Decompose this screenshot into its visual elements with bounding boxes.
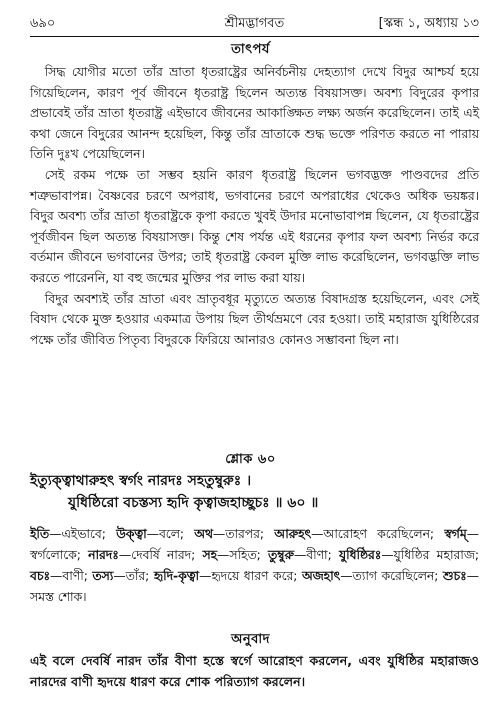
translation-heading: অনুবাদ <box>231 632 270 647</box>
synonym-meaning: —তারপর; <box>212 527 275 541</box>
purport-body <box>30 62 479 350</box>
verse-heading: শ্লোক ৬০ <box>225 452 276 467</box>
synonym-word: শুচঃ <box>442 569 467 583</box>
synonym-meaning: —দেবর্ষি নারদ; <box>118 548 203 562</box>
synonym-meaning: —আরোহণ করেছিলেন; <box>311 527 445 541</box>
synonym-word: অথ <box>194 527 213 541</box>
purport-paragraph: সেই রকম পক্ষে তা সম্ভব হয়নি কারণ ধৃতরাষ্ট্র ছিলেন ভগবদ্ভক্ত পাণ্ডবদের প্রতি শত্রুভাবাপন্ন। বৈষ্ণবের চরণে অপরাধ, ভগবানের চরণে অপরাধের থেকেও অধিক ভয়ঙ্কর। বিদুর অবশ্য তাঁর ভ্রাতা ধৃতরাষ্ট্রকে কৃপা করতে খুবই উদার মনোভাবাপন্ন ছিলেন, যে ধৃতরাষ্ট্রের পূর্বজীবন ছিল অত্যন্ত বিষয়াসক্ত। কিন্তু শেষ পর্যন্ত এই ধরনের কৃপার ফল অবশ্য নির্ভর করে বর্তমান জীবনে ভগবানের উপর; তাই ধৃতরাষ্ট্র কেবল মুক্তি লাভ করেছিলেন, ভগবদ্ভক্তি লাভ করতে পারেননি, যা বহু জন্মের মুক্তির পর লাভ করা যায়। <box>30 167 479 285</box>
synonym-word: আরুহৎ <box>274 527 312 541</box>
header-rule <box>30 36 479 37</box>
word-for-word-synonyms <box>30 524 479 608</box>
synonym-meaning: —সমস্ত শোক। <box>30 569 479 604</box>
synonym-word: তস্য <box>92 569 114 583</box>
page-number: ৬৯০ <box>30 16 56 31</box>
synonym-meaning: —হৃদয়ে ধারণ করে; <box>199 569 302 583</box>
synonym-meaning: —যুধিষ্ঠির মহারাজ; <box>381 548 479 562</box>
synonym-meaning: —ত্যাগ করেছিলেন; <box>340 569 443 583</box>
synonym-word: উক্ত্বা <box>116 527 147 541</box>
synonym-word: যুধিষ্ঠিরঃ <box>339 548 382 562</box>
synonym-word: তুম্বুরু <box>268 548 294 562</box>
verse-line-1: ইত্যুক্ত্বাথারুহৎ স্বর্গং নারদঃ সহতুম্বুরুঃ । <box>30 473 252 489</box>
synonym-word: বচঃ <box>30 569 51 583</box>
verse-line-2: যুধিষ্ঠিরো বচস্তস্য হৃদি কৃত্বাজহাচ্ছুচঃ ॥ ৬০ ॥ <box>68 495 319 511</box>
synonym-meaning: —বলে; <box>146 527 195 541</box>
synonym-meaning: —সহিত; <box>217 548 269 562</box>
translation-text: এই বলে দেবর্ষি নারদ তাঁর বীণা হস্তে স্বর্গে আরোহণ করলেন, এবং যুধিষ্ঠির মহারাজও নারদের বাণী হৃদয়ে ধারণ করে শোক পরিত্যাগ করলেন। <box>30 653 479 689</box>
synonym-word: স্বর্গম্ <box>444 527 467 541</box>
synonym-word: নারদঃ <box>88 548 119 562</box>
book-title: শ্রীমদ্ভাগবত <box>224 16 285 31</box>
purport-heading: তাৎপর্য <box>231 42 270 57</box>
synonym-meaning: —এইভাবে; <box>49 527 117 541</box>
synonym-word: ইতি <box>30 527 50 541</box>
verse-text <box>30 470 479 514</box>
page-header <box>30 14 479 38</box>
purport-paragraph: বিদুর অবশ্যই তাঁর ভ্রাতা এবং ভ্রাতৃবধূর মৃত্যুতে অত্যন্ত বিষাদগ্রস্ত হয়েছিলেন, এবং সেই বিষাদ থেকে মুক্ত হওয়ার একমাত্র উপায় ছিল তীর্থভ্রমণে বের হওয়া। তাই মহারাজ যুধিষ্ঠিরের পক্ষে তাঁর জীবিত পিতৃব্য বিদুরকে ফিরিয়ে আনারও কোনও সম্ভাবনা ছিল না। <box>30 291 479 347</box>
synonym-word: সহ <box>202 548 218 562</box>
synonym-meaning: —বীণা; <box>293 548 339 562</box>
synonym-meaning: —স্বর্গলোকে; <box>30 527 479 562</box>
synonym-meaning: —তাঁর; <box>113 569 154 583</box>
purport-paragraph: সিদ্ধ যোগীর মতো তাঁর ভ্রাতা ধৃতরাষ্ট্রের অনির্বচনীয় দেহত্যাগ দেখে বিদুর আশ্চর্য হয়ে গিয়েছিলেন, কারণ পূর্ব জীবনে ধৃতরাষ্ট্র ছিলেন অত্যন্ত বিষয়াসক্ত। অবশ্য বিদুরের কৃপার প্রভাবেই তাঁর ভ্রাতা ধৃতরাষ্ট্র এইভাবে জীবনের আকাঙ্ক্ষিত লক্ষ্য অর্জন করেছিলেন। তাই এই কথা জেনে বিদুরের আনন্দ হয়েছিল, কিন্তু তাঁর ভ্রাতাকে শুদ্ধ ভক্তে পরিণত করতে না পারায় তিনি দুঃখ পেয়েছিলেন। <box>30 65 479 162</box>
chapter-reference: [স্কন্ধ ১, অধ্যায় ১৩ <box>378 16 479 31</box>
synonym-word: অজহাৎ <box>301 569 341 583</box>
synonym-word: হৃদি-কৃত্বা <box>153 569 200 583</box>
synonym-meaning: —বাণী; <box>50 569 93 583</box>
